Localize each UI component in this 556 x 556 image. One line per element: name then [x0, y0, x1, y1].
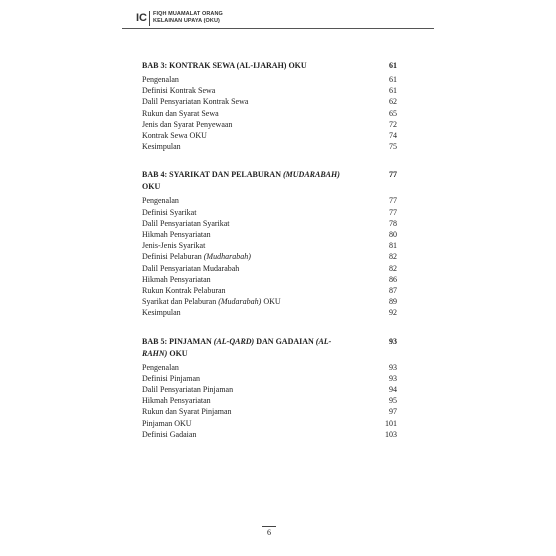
entry-label: Jenis dan Syarat Penyewaan — [142, 119, 233, 129]
chapter-title-text: BAB 5: PINJAMAN (AL-QARD) DAN GADAIAN (AL-RAHN) OKU — [142, 336, 332, 358]
entry-label: Rukun dan Syarat Pinjaman — [142, 407, 232, 417]
page-header — [0, 0, 556, 36]
entry-label: Rukun Kontrak Pelaburan — [142, 286, 226, 296]
page-number: 6 — [262, 526, 276, 538]
entry-page: 81 — [389, 241, 397, 251]
toc-entry — [142, 384, 397, 395]
entry-page: 87 — [389, 286, 397, 296]
entry-page: 77 — [389, 207, 397, 217]
entry-page: 75 — [389, 142, 397, 152]
entry-page: 78 — [389, 218, 397, 228]
entry-label: Kontrak Sewa OKU — [142, 131, 207, 141]
toc-entry — [142, 296, 397, 307]
header-separator — [149, 11, 150, 26]
toc-entry — [142, 74, 397, 85]
entry-page: 62 — [389, 97, 397, 107]
toc-entry — [142, 274, 397, 285]
toc-entry — [142, 362, 397, 373]
chapter-page: 61 — [389, 61, 397, 70]
toc-entry — [142, 85, 397, 96]
entry-page: 61 — [389, 75, 397, 84]
toc-entry — [142, 108, 397, 119]
entry-page: 94 — [389, 385, 397, 395]
entry-label: Pengenalan — [142, 75, 179, 84]
entry-page: 101 — [385, 418, 397, 428]
entry-label: Kesimpulan — [142, 308, 181, 318]
entry-page: 61 — [389, 86, 397, 96]
entry-label: Pengenalan — [142, 362, 179, 372]
entry-page: 80 — [389, 230, 397, 240]
toc-entry — [142, 119, 397, 130]
chapter-title-text: BAB 4: SYARIKAT DAN PELABURAN (MUDARABAH) OKU — [142, 170, 340, 192]
entry-label: Hikmah Pensyariatan — [142, 274, 211, 284]
entry-label: Definisi Gadaian — [142, 429, 197, 439]
entry-page: 82 — [389, 252, 397, 262]
toc-entry — [142, 229, 397, 240]
chapter-3 — [142, 60, 397, 152]
entry-label: Kesimpulan — [142, 142, 181, 152]
entry-label: Definisi Pelaburan (Mudharabah) — [142, 252, 251, 262]
entry-label: Pinjaman OKU — [142, 418, 192, 428]
toc-entry — [142, 406, 397, 417]
toc-entry — [142, 218, 397, 229]
toc-entry — [142, 141, 397, 152]
entry-page: 97 — [389, 407, 397, 417]
chapter-5 — [142, 336, 397, 440]
toc-entry — [142, 373, 397, 384]
entry-page: 77 — [389, 196, 397, 206]
header-title-line1: FIQH MUAMALAT ORANG — [153, 11, 223, 17]
entry-label: Rukun dan Syarat Sewa — [142, 108, 219, 118]
chapter-title-text: BAB 3: KONTRAK SEWA (AL-IJARAH) OKU — [142, 61, 307, 70]
header-title-line2: KELAINAN UPAYA (OKU) — [153, 18, 220, 24]
chapter-page: 77 — [389, 170, 397, 180]
entry-label: Definisi Syarikat — [142, 207, 197, 217]
entry-page: 82 — [389, 263, 397, 273]
toc-entry — [142, 240, 397, 251]
entry-page: 86 — [389, 274, 397, 284]
entry-page: 93 — [389, 362, 397, 372]
entry-label: Syarikat dan Pelaburan (Mudarabah) OKU — [142, 297, 281, 307]
toc-entry — [142, 130, 397, 141]
entry-page: 103 — [385, 429, 397, 439]
toc-entry — [142, 263, 397, 274]
entry-label: Hikmah Pensyariatan — [142, 396, 211, 406]
chapter-4 — [142, 169, 397, 318]
toc-entry — [142, 285, 397, 296]
toc-entry — [142, 395, 397, 406]
entry-label: Dalil Pensyariatan Pinjaman — [142, 385, 234, 395]
toc-entry — [142, 195, 397, 206]
chapter-title — [142, 336, 397, 360]
toc-entry — [142, 418, 397, 429]
chapter-page: 93 — [389, 336, 397, 346]
entry-label: Dalil Pensyariatan Mudarabah — [142, 263, 240, 273]
header-title — [153, 11, 223, 25]
chapter-title — [142, 169, 397, 193]
entry-label: Dalil Pensyariatan Syarikat — [142, 218, 230, 228]
logo-icon: IC — [136, 12, 147, 24]
entry-page: 89 — [389, 297, 397, 307]
entry-page: 92 — [389, 308, 397, 318]
entry-label: Definisi Pinjaman — [142, 373, 200, 383]
entry-label: Definisi Kontrak Sewa — [142, 86, 216, 96]
toc-entry — [142, 207, 397, 218]
toc-entry — [142, 251, 397, 262]
header-rule — [122, 28, 434, 29]
table-of-contents — [142, 60, 397, 457]
entry-label: Dalil Pensyariatan Kontrak Sewa — [142, 97, 249, 107]
entry-page: 95 — [389, 396, 397, 406]
entry-page: 72 — [389, 119, 397, 129]
toc-entry — [142, 96, 397, 107]
toc-entry — [142, 429, 397, 440]
toc-entry — [142, 307, 397, 318]
entry-label: Pengenalan — [142, 196, 179, 206]
chapter-title — [142, 60, 397, 72]
entry-page: 93 — [389, 373, 397, 383]
entry-page: 65 — [389, 108, 397, 118]
entry-label: Hikmah Pensyariatan — [142, 230, 211, 240]
entry-page: 74 — [389, 131, 397, 141]
entry-label: Jenis-Jenis Syarikat — [142, 241, 206, 251]
